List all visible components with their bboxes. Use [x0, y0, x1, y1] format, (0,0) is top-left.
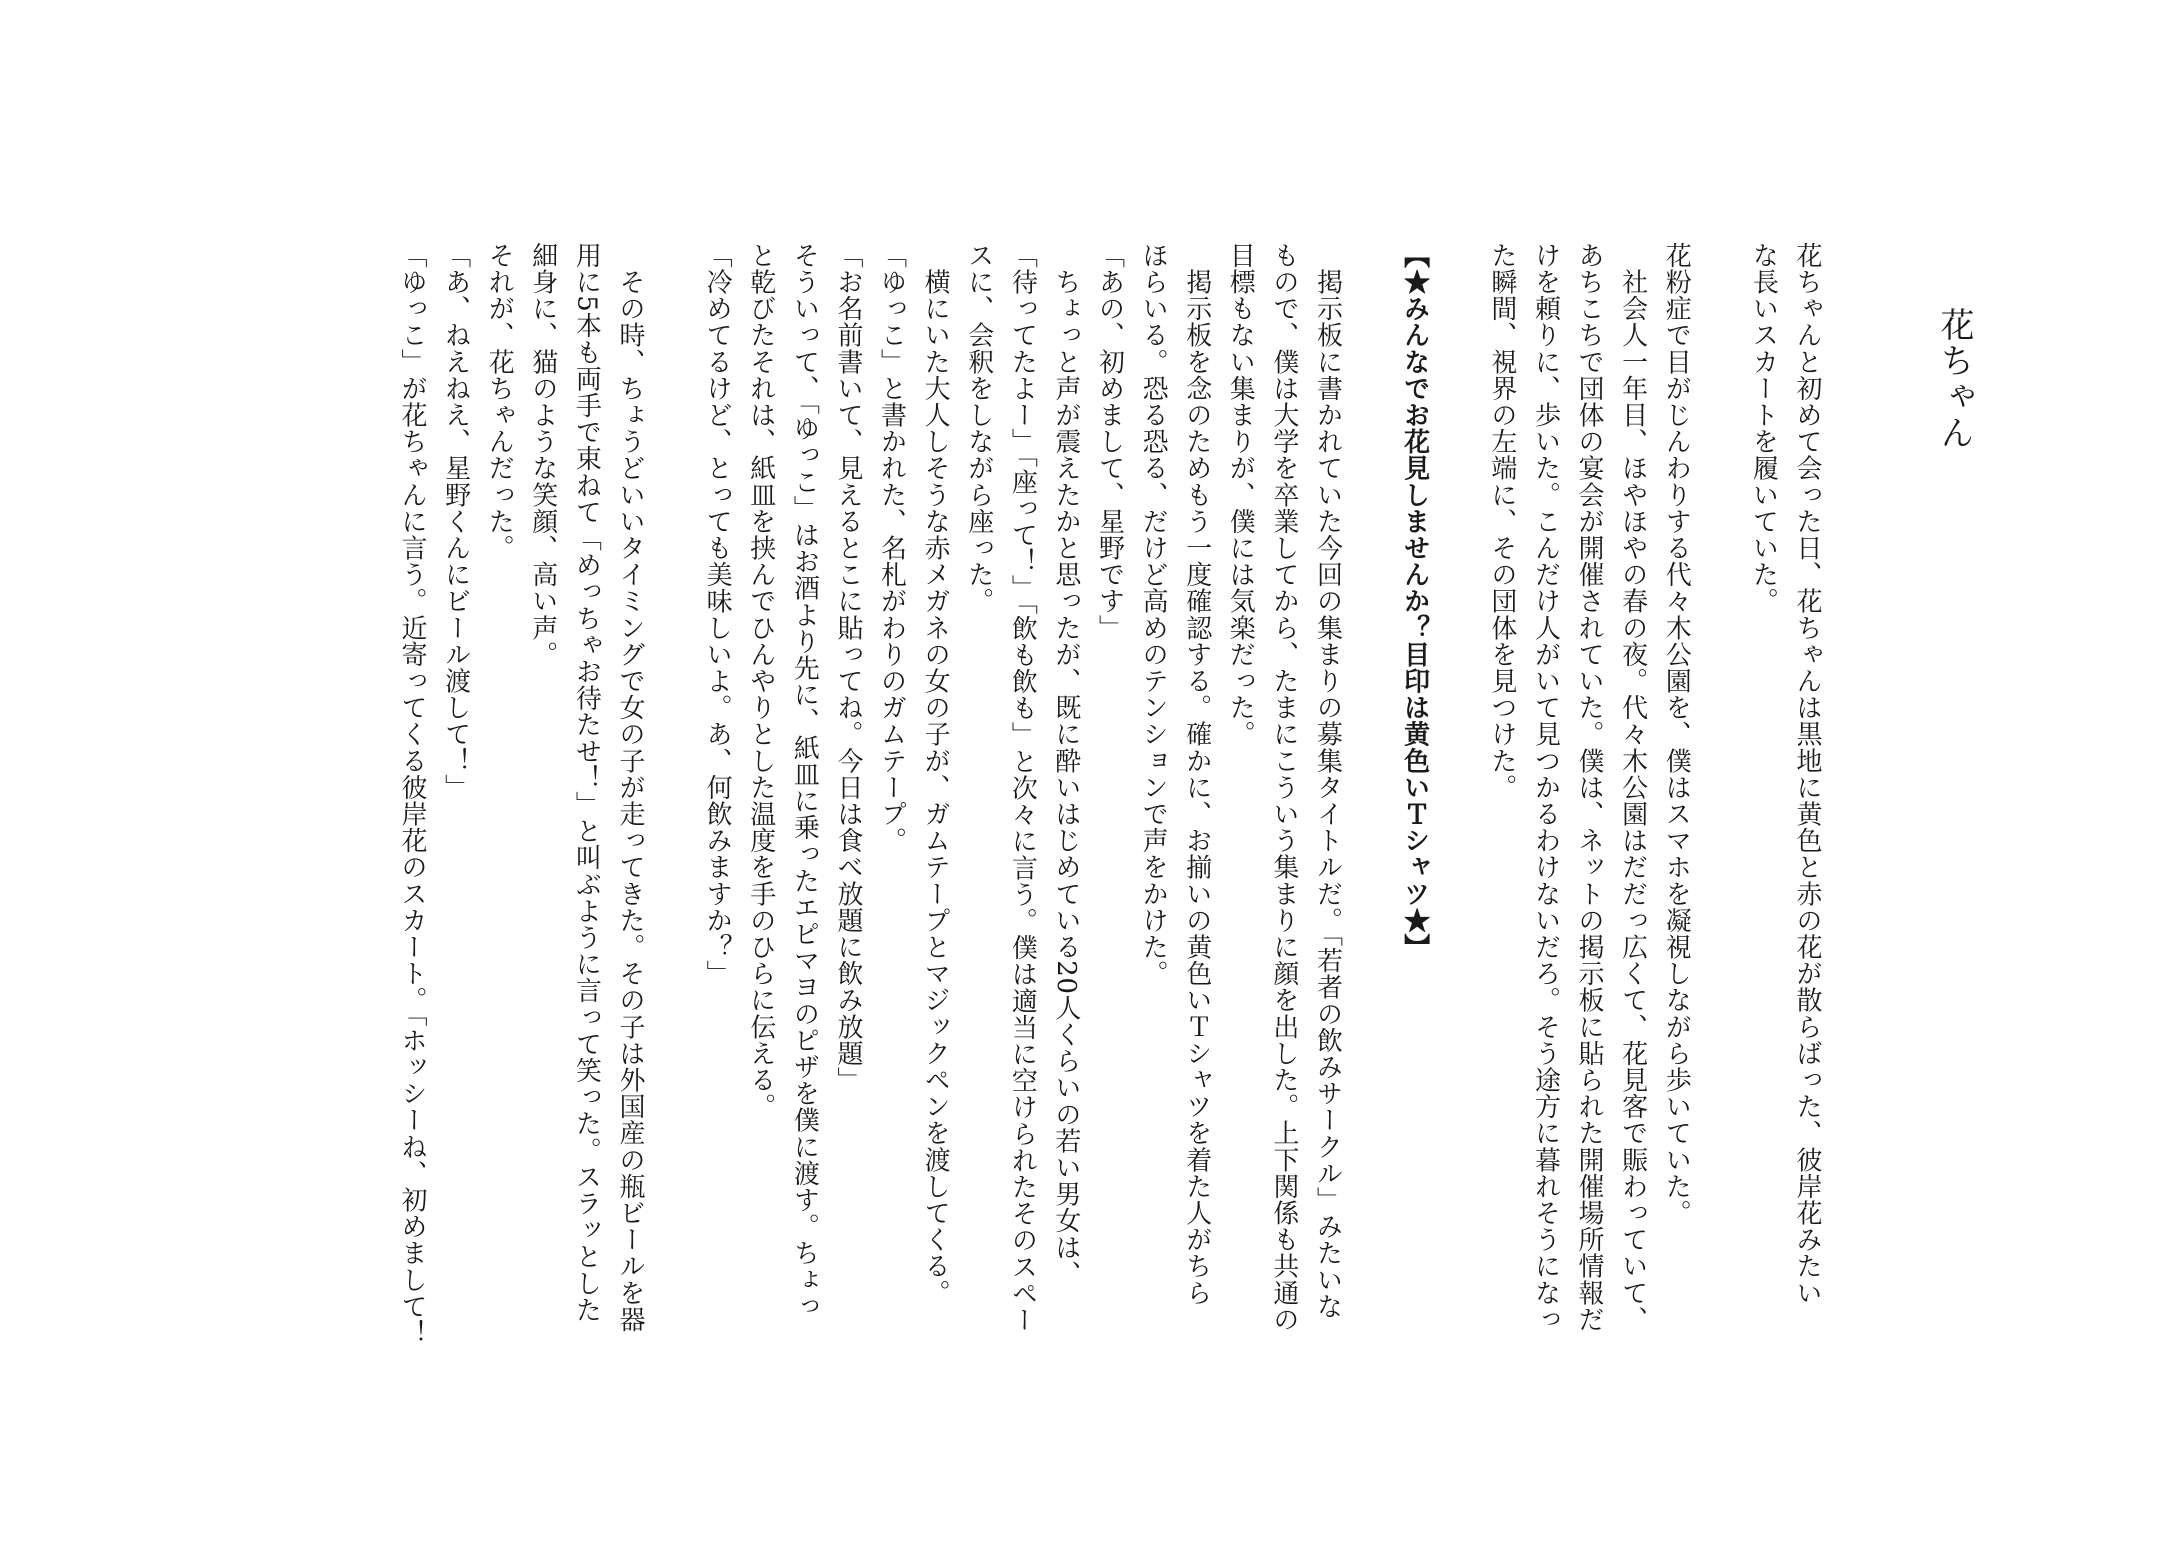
text-line: 目標もない集まりが、僕には気楽だった。	[1225, 242, 1256, 748]
text-line: 花ちゃんと初めて会った日、花ちゃんは黒地に黄色と赤の花が散らばった、彼岸花みたい	[1792, 242, 1822, 1306]
text-line: ちょっと声が震えたかと思ったが、既に酔いはじめている20人くらいの若い男女は、	[1050, 242, 1081, 1288]
blank-line	[1436, 242, 1480, 1357]
text-line: 「お名前書いて、見えるとこに貼ってね。今日は食べ放題に飲み放題」	[832, 242, 863, 1094]
text-line: ほらいる。恐る恐る、だけど高めのテンションで声をかけた。	[1138, 242, 1169, 987]
text-line: 掲示板を念のためもう一度確認する。確かに、お揃いの黄色いＴシャツを着た人がちら	[1181, 242, 1212, 1306]
text-line: 横にいた大人しそうな赤メガネの女の子が、ガムテープとマジックペンを渡してくる。	[920, 242, 951, 1306]
text-line: 用に5本も両手で束ねて「めっちゃお待たせ！」と叫ぶように言って笑った。スラッとした	[571, 242, 602, 1324]
story-body	[389, 242, 1828, 1357]
text-line: スに、会釈をしながら座った。	[963, 242, 994, 615]
text-line: それが、花ちゃんだった。	[484, 242, 515, 562]
text-line: 社会人一年目、ほやほやの春の夜。代々木公園はだだっ広くて、花見客で賑わっていて、	[1617, 242, 1648, 1333]
blank-line	[1697, 242, 1741, 1357]
text-line: 花粉症で目がじんわりする代々木公園を、僕はスマホを凝視しながら歩いていた。	[1661, 242, 1692, 1227]
text-line: 掲示板に書かれていた今回の集まりの募集タイトルだ。「若者の飲みサークル」みたいな	[1312, 242, 1343, 1320]
text-line: その時、ちょうどいいタイミングで女の子が走ってきた。その子は外国産の瓶ビールを器	[614, 242, 645, 1333]
text-line: 「あの、初めまして、星野です」	[1094, 242, 1125, 641]
text-line: もので、僕は大学を卒業してから、たまにこういう集まりに顔を出した。上下関係も共通の	[1268, 242, 1299, 1333]
section-heading: 【★みんなでお花見しませんか？目印は黄色いＴシャツ★】	[1399, 242, 1430, 961]
text-line: な長いスカートを履いていた。	[1748, 242, 1779, 615]
text-line: 細身に、猫のような笑顔、高い声。	[527, 242, 558, 668]
text-line: た瞬間、視界の左端に、その団体を見つけた。	[1486, 242, 1517, 801]
page-title: 花ちゃん	[1934, 307, 1974, 451]
text-line: 「あ、ねえねえ、星野くんにビール渡して！」	[440, 242, 471, 801]
text-line: あちこちで団体の宴会が開催されていた。僕は、ネットの掲示板に貼られた開催場所情報だ	[1574, 242, 1605, 1333]
blank-line	[1348, 242, 1392, 1357]
text-line: けを頼りに、歩いた。こんだけ人がいて見つかるわけないだろ。そう途方に暮れそうになっ	[1530, 242, 1561, 1333]
text-line: 「ゆっこ」が花ちゃんに言う。近寄ってくる彼岸花のスカート。「ホッシーね、初めまして！	[397, 242, 427, 1347]
text-line: そういって、「ゆっこ」はお酒より先に、紙皿に乗ったエピマヨのピザを僕に渡す。ちょっ	[789, 242, 820, 1320]
text-line: と乾びたそれは、紙皿を挟んでひんやりとした温度を手のひらに伝える。	[745, 242, 776, 1120]
blank-line	[651, 242, 695, 1357]
text-line: 「待ってたよー」「座って！」「飲も飲も」と次々に言う。僕は適当に空けられたそのスペー	[1007, 242, 1038, 1334]
text-line: 「ゆっこ」と書かれた、名札がわりのガムテープ。	[876, 242, 907, 854]
text-line: 「冷めてるけど、とっても美味しいよ。あ、何飲みますか？」	[702, 242, 733, 987]
